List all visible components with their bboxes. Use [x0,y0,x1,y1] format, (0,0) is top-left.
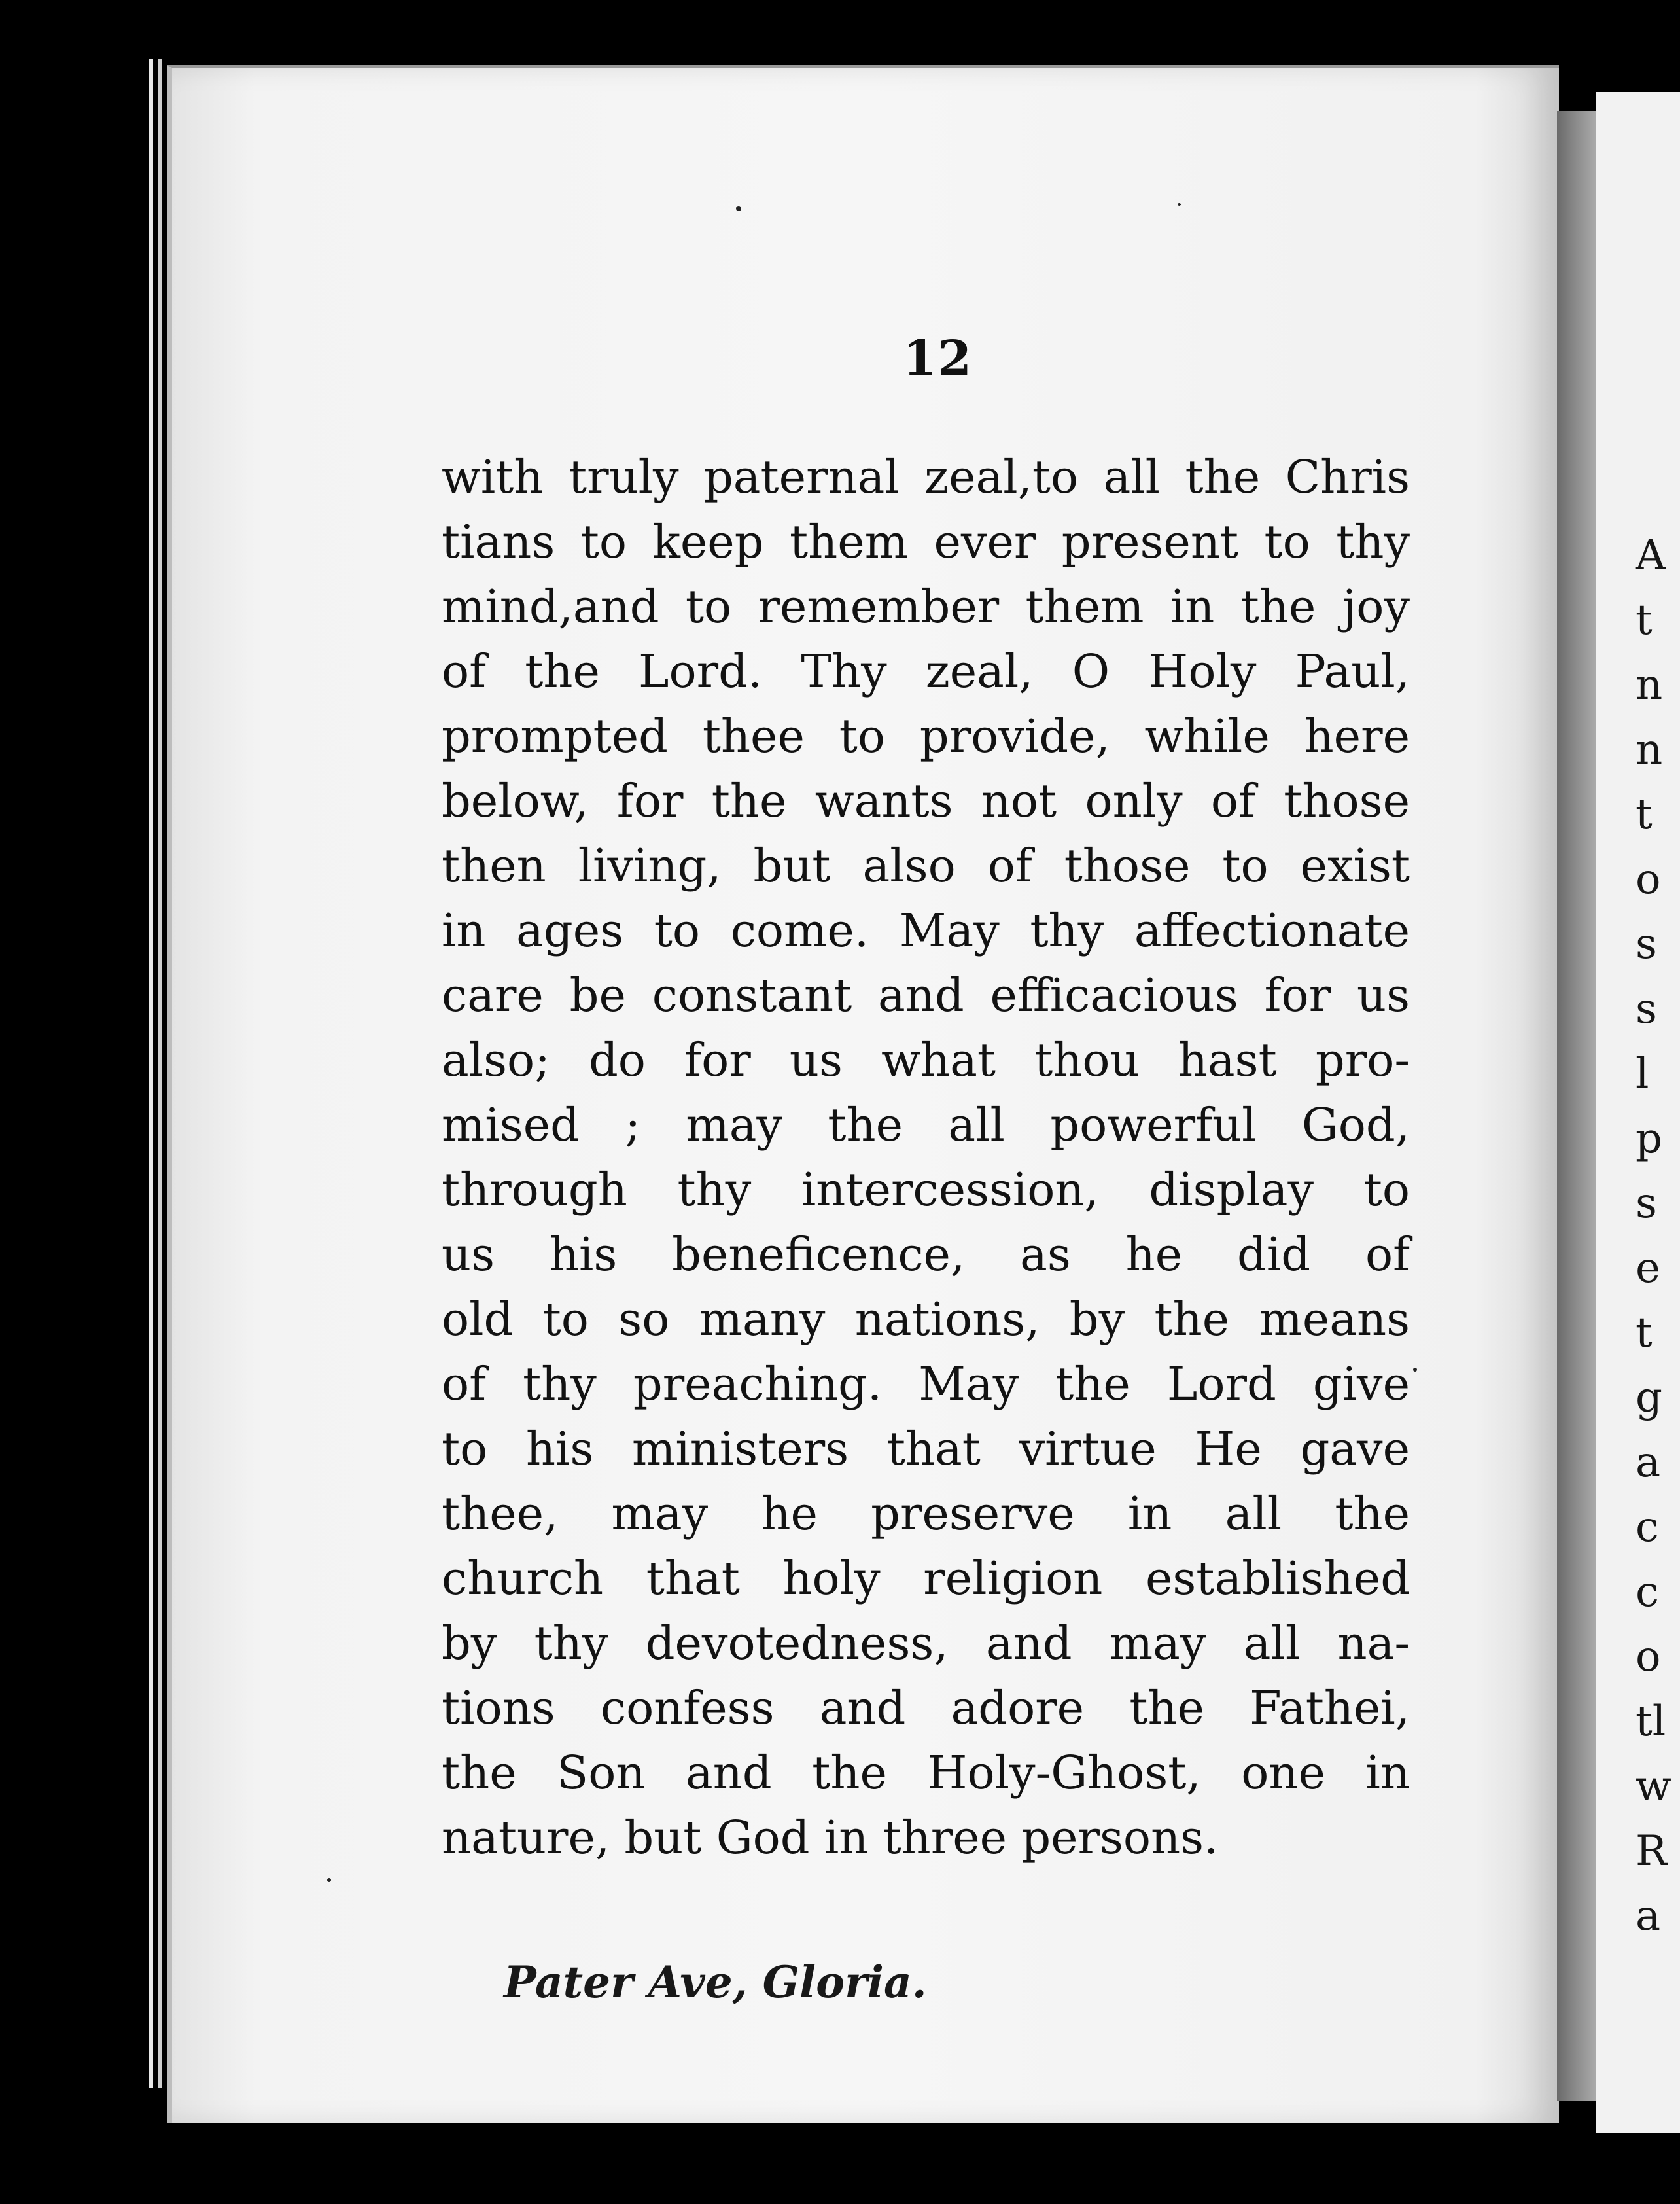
text-line: by thy devotedness, and may all na- [442,1616,1410,1670]
facing-fragment: p [1636,1114,1662,1163]
facing-fragment: l [1636,1050,1649,1098]
facing-fragment: s [1636,1179,1657,1228]
text-line: also; do for us what thou hast pro- [442,1033,1410,1087]
ink-speck [736,206,741,211]
text-line: of the Lord. Thy zeal, O Holy Paul, [442,645,1410,698]
text-line: in ages to come. May thy affectionate [442,904,1410,957]
body-text [442,445,1410,1870]
text-line: then living, but also of those to exist [442,839,1410,893]
facing-fragment: c [1636,1568,1659,1616]
text-line: below, for the wants not only of those [442,774,1410,828]
facing-fragment: tl [1636,1697,1666,1746]
closing-prayer: Pater Ave, Gloria. [504,1957,927,2008]
text-line: mised ; may the all powerful God, [442,1098,1410,1152]
text-line: to his ministers that virtue He gave [442,1422,1410,1476]
facing-page-text [1636,524,1680,1949]
facing-fragment: o [1636,1633,1661,1681]
text-line: nature, but God in three persons. [442,1811,1219,1864]
text-line: church that holy religion established [442,1552,1410,1605]
page-number: 12 [903,330,973,387]
text-line: of thy preaching. May the Lord give [442,1357,1410,1411]
text-line: care be constant and efficacious for us [442,969,1410,1022]
page-edge [149,59,153,2088]
text-line: mind,and to remember them in the joy [442,580,1410,633]
facing-fragment: a [1636,1892,1661,1940]
text-line: through thy intercession, display to [442,1163,1410,1217]
text-line: thee, may he preserve in all the [442,1487,1410,1540]
text-line: old to so many nations, by the means [442,1292,1410,1346]
facing-fragment: o [1636,855,1661,904]
facing-fragment: t [1636,596,1653,645]
ink-speck [1178,203,1181,206]
facing-fragment: w [1636,1762,1671,1811]
page-edge [158,59,162,2088]
facing-fragment: a [1636,1438,1661,1487]
facing-fragment: g [1636,1374,1662,1422]
facing-fragment: s [1636,985,1657,1033]
facing-fragment: e [1636,1244,1660,1292]
facing-fragment: t [1636,1309,1653,1357]
ink-speck [1413,1368,1417,1372]
facing-fragment: c [1636,1503,1659,1552]
text-line: prompted thee to provide, while here [442,709,1410,763]
text-line: us his beneficence, as he did of [442,1228,1410,1281]
facing-fragment: R [1636,1827,1668,1875]
facing-fragment: A [1636,531,1666,580]
text-line: tians to keep them ever present to thy [442,515,1410,569]
text-line: tions confess and adore the Fathei, [442,1681,1410,1735]
text-line: the Son and the Holy-Ghost, one in [442,1746,1410,1800]
facing-fragment: n [1636,661,1663,709]
facing-fragment: t [1636,791,1653,839]
facing-fragment: s [1636,920,1657,969]
ink-speck [327,1878,331,1882]
facing-fragment: n [1636,726,1663,774]
text-line: with truly paternal zeal,to all the Chris [442,450,1410,504]
